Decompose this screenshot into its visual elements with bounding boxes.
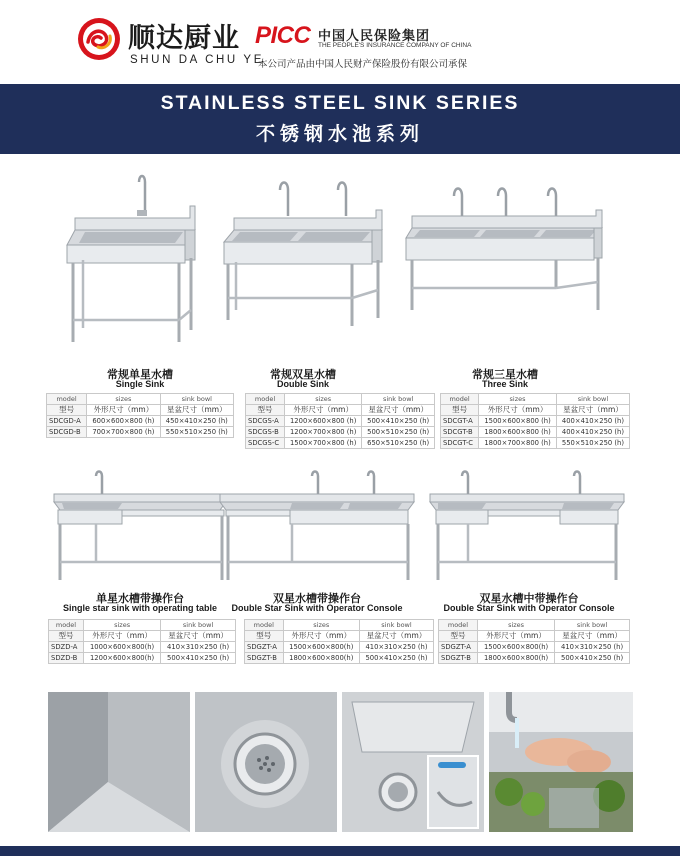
detail-photo-drain: [195, 692, 337, 832]
table-row: SDGZT-A 1500×600×800(h) 410×310×250 (h): [245, 642, 434, 653]
product-name-cn: 双星水槽带操作台: [273, 592, 361, 605]
product-name-en: Double Star Sink with Operator Console: [443, 603, 615, 613]
table-row: SDCGS-C 1500×700×800 (h) 650×510×250 (h): [246, 438, 435, 449]
table-row: SDGZT-B 1800×600×800(h) 500×410×250 (h): [245, 653, 434, 664]
table-header: sizes: [477, 620, 554, 631]
product-name-cn: 双星水槽中带操作台: [479, 592, 579, 605]
table-row: SDCGT-A 1500×600×800 (h) 400×410×250 (h): [441, 416, 630, 427]
table-header: sizes: [479, 394, 557, 405]
footer-bar: [0, 846, 680, 856]
product-name-en: Single Sink: [115, 379, 165, 389]
table-header: 外形尺寸（mm）: [283, 631, 359, 642]
table-header: 星盆尺寸（mm）: [160, 405, 233, 416]
table-header: 型号: [49, 631, 84, 642]
picc-name-cn: 中国人民保险集团: [318, 29, 431, 44]
picc-logo: PICC: [255, 22, 311, 49]
product-name-cn: 常规双星水槽: [270, 368, 336, 381]
product-name-en: Double Sink: [276, 379, 329, 389]
table-row: SDZD-A 1000×600×800(h) 410×310×250 (h): [49, 642, 236, 653]
double-sink-image: [218, 170, 388, 360]
table-header: 型号: [441, 405, 479, 416]
spec-table-single-with-table: [48, 619, 236, 664]
insurance-note: 本公司产品由中国人民财产保险股份有限公司承保: [258, 59, 468, 70]
table-row: SDZD-B 1200×600×800(h) 500×410×250 (h): [49, 653, 236, 664]
table-row: SDCGT-B 1800×600×800 (h) 400×410×250 (h): [441, 427, 630, 438]
table-row: SDCGS-B 1200×700×800 (h) 500×510×250 (h): [246, 427, 435, 438]
table-header: 星盆尺寸（mm）: [555, 631, 630, 642]
spec-table-single-sink: [46, 393, 234, 438]
table-header: 外形尺寸（mm）: [477, 631, 554, 642]
product-name-en: Single star sink with operating table: [62, 603, 218, 613]
spec-table-three-sink: [440, 393, 630, 449]
table-row: SDGZT-B 1800×600×800(h) 500×410×250 (h): [439, 653, 630, 664]
table-header: 外形尺寸（mm）: [87, 405, 160, 416]
table-header: 型号: [439, 631, 478, 642]
table-header: 外形尺寸（mm）: [285, 405, 362, 416]
product-name-cn: 常规三星水槽: [472, 368, 538, 381]
detail-photo-bowl: [342, 692, 484, 832]
table-header: sizes: [285, 394, 362, 405]
table-header: sink bowl: [556, 394, 629, 405]
table-header: sizes: [283, 620, 359, 631]
detail-photo-corner: [48, 692, 190, 832]
double-sink-middle-console-image: [424, 470, 634, 590]
table-header: 星盆尺寸（mm）: [359, 631, 433, 642]
table-row: SDCGD-B 700×700×800 (h) 550×510×250 (h): [47, 427, 234, 438]
table-header: 星盆尺寸（mm）: [161, 631, 236, 642]
table-row: SDGZT-A 1500×600×800(h) 410×310×250 (h): [439, 642, 630, 653]
detail-photo-washing: [489, 692, 633, 832]
spec-table-double-with-console: [244, 619, 434, 664]
brand-name-cn: 顺达厨业: [128, 23, 240, 54]
table-header: sizes: [84, 620, 161, 631]
page-header: [0, 0, 680, 86]
table-header: model: [47, 394, 87, 405]
table-header: 星盆尺寸（mm）: [362, 405, 435, 416]
single-sink-image: [45, 170, 235, 360]
table-header: model: [441, 394, 479, 405]
table-header: model: [439, 620, 478, 631]
table-header: 型号: [47, 405, 87, 416]
table-row: SDCGS-A 1200×600×800 (h) 500×410×250 (h): [246, 416, 435, 427]
sink-corner-image: [48, 692, 190, 832]
product-double-with-console: [212, 470, 422, 620]
table-header: model: [246, 394, 285, 405]
table-header: 型号: [246, 405, 285, 416]
product-name-cn: 单星水槽带操作台: [96, 592, 184, 605]
table-header: sink bowl: [555, 620, 630, 631]
table-header: sink bowl: [362, 394, 435, 405]
sink-drain-image: [195, 692, 337, 832]
single-sink-table-image: [40, 470, 240, 590]
product-name-cn: 常规单星水槽: [107, 368, 173, 381]
table-header: 型号: [245, 631, 284, 642]
table-row: SDCGT-C 1800×700×800 (h) 550×510×250 (h): [441, 438, 630, 449]
double-sink-console-image: [212, 470, 422, 590]
table-header: sizes: [87, 394, 160, 405]
table-header: model: [49, 620, 84, 631]
product-single-with-table: [40, 470, 240, 620]
table-header: sink bowl: [359, 620, 433, 631]
banner-title-en: STAINLESS STEEL SINK SERIES: [160, 92, 520, 114]
three-sink-image: [400, 170, 610, 360]
washing-vegetables-image: [489, 692, 633, 832]
shunda-logo-icon: [76, 16, 122, 62]
banner-title-cn: 不锈钢水池系列: [255, 123, 424, 145]
spec-table-double-middle-console: [438, 619, 630, 664]
table-header: 外形尺寸（mm）: [479, 405, 557, 416]
product-name-en: Double Star Sink with Operator Console: [231, 603, 403, 613]
picc-name-en: THE PEOPLE'S INSURANCE COMPANY OF CHINA: [318, 42, 472, 49]
product-name-en: Three Sink: [481, 379, 528, 389]
table-header: 星盆尺寸（mm）: [556, 405, 629, 416]
product-double-middle-console: [424, 470, 634, 620]
table-header: sink bowl: [161, 620, 236, 631]
table-header: sink bowl: [160, 394, 233, 405]
brand-name-en: SHUN DA CHU YE: [130, 54, 264, 66]
sink-bowl-image: [342, 692, 484, 832]
table-row: SDCGD-A 600×600×800 (h) 450×410×250 (h): [47, 416, 234, 427]
table-header: model: [245, 620, 284, 631]
title-banner: [0, 84, 680, 154]
table-header: 外形尺寸（mm）: [84, 631, 161, 642]
